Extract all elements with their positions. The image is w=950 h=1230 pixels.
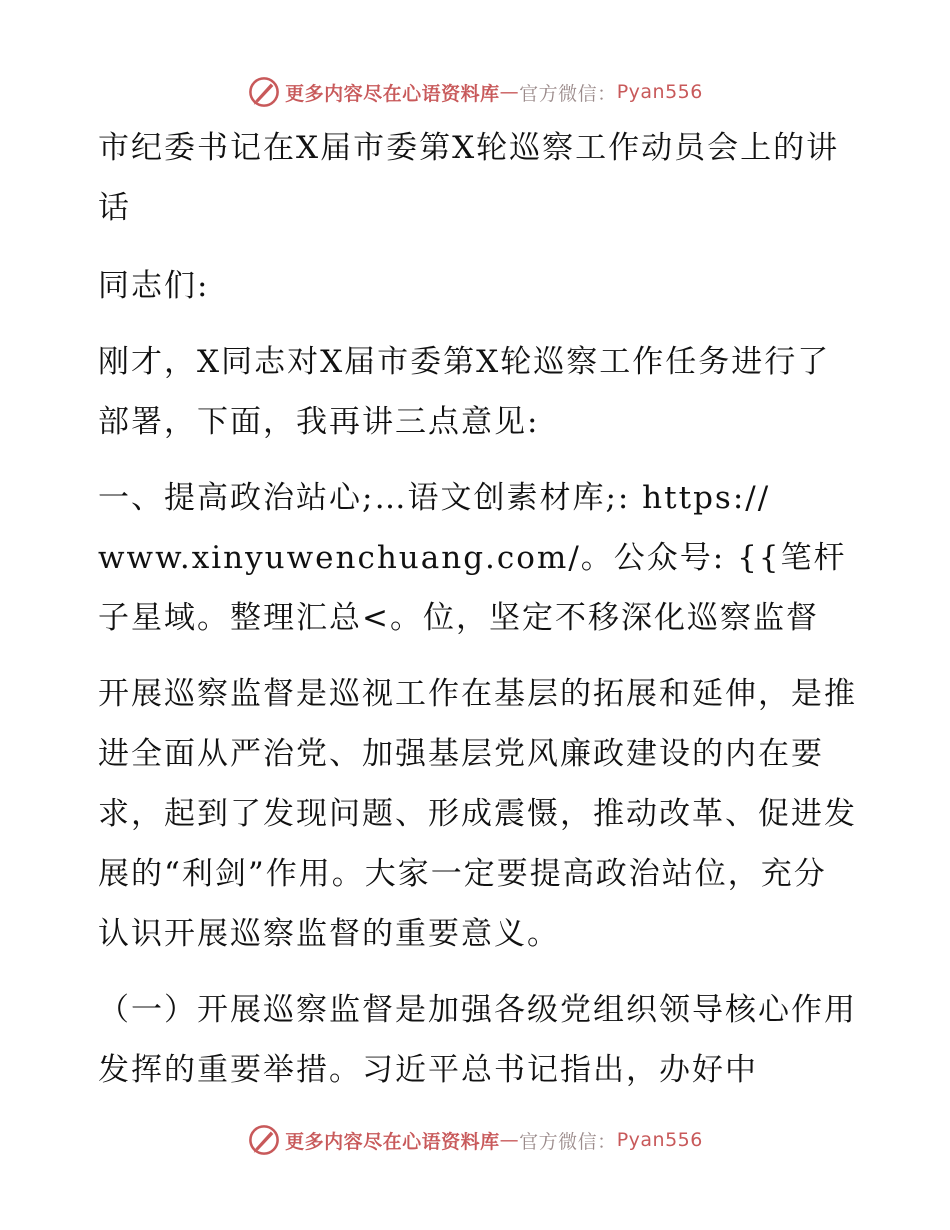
quill-logo-icon [247, 1123, 281, 1157]
watermark-separator: — [499, 1129, 520, 1151]
paragraph-2: 一、提高政治站心;…语文创素材库;: https:// www.xinyuwenchuang.com/。公众号: {{笔杆子星域。整理汇总<。位，坚定不移深化巡察监督 [98, 480, 847, 636]
paragraph-4: （一）开展巡察监督是加强各级党组织领导核心作用发挥的重要举措。习近平总书记指出，办好中 [98, 992, 857, 1088]
watermark-header [0, 72, 950, 112]
watermark-footer [0, 1120, 950, 1160]
watermark-brand: 更多内容尽在心语资料库 [285, 82, 500, 105]
quill-logo-icon [247, 75, 281, 109]
watermark-wechat-id: Pyan556 [616, 1129, 703, 1151]
paragraph-1: 刚才，X同志对X届市委第X轮巡察工作任务进行了部署，下面，我再讲三点意见: [98, 344, 831, 440]
document-body [98, 118, 858, 1116]
watermark-wechat-label: 官方微信： [519, 82, 617, 105]
paragraph-3: 开展巡察监督是巡视工作在基层的拓展和延伸，是推进全面从严治党、加强基层党风廉政建设的内在要求，起到了发现问题、形成震慑，推动改革、促进发展的“利剑”作用。大家一定要提高政治站位，充分认识开展巡察监督的重要意义。 [98, 676, 857, 952]
watermark-separator: — [499, 81, 520, 103]
watermark-wechat-label: 官方微信： [519, 1130, 617, 1153]
document-title: 市纪委书记在X届市委第X轮巡察工作动员会上的讲话 [98, 130, 840, 226]
watermark-brand: 更多内容尽在心语资料库 [285, 1130, 500, 1153]
watermark-wechat-id: Pyan556 [616, 81, 703, 103]
salutation: 同志们: [98, 268, 210, 304]
